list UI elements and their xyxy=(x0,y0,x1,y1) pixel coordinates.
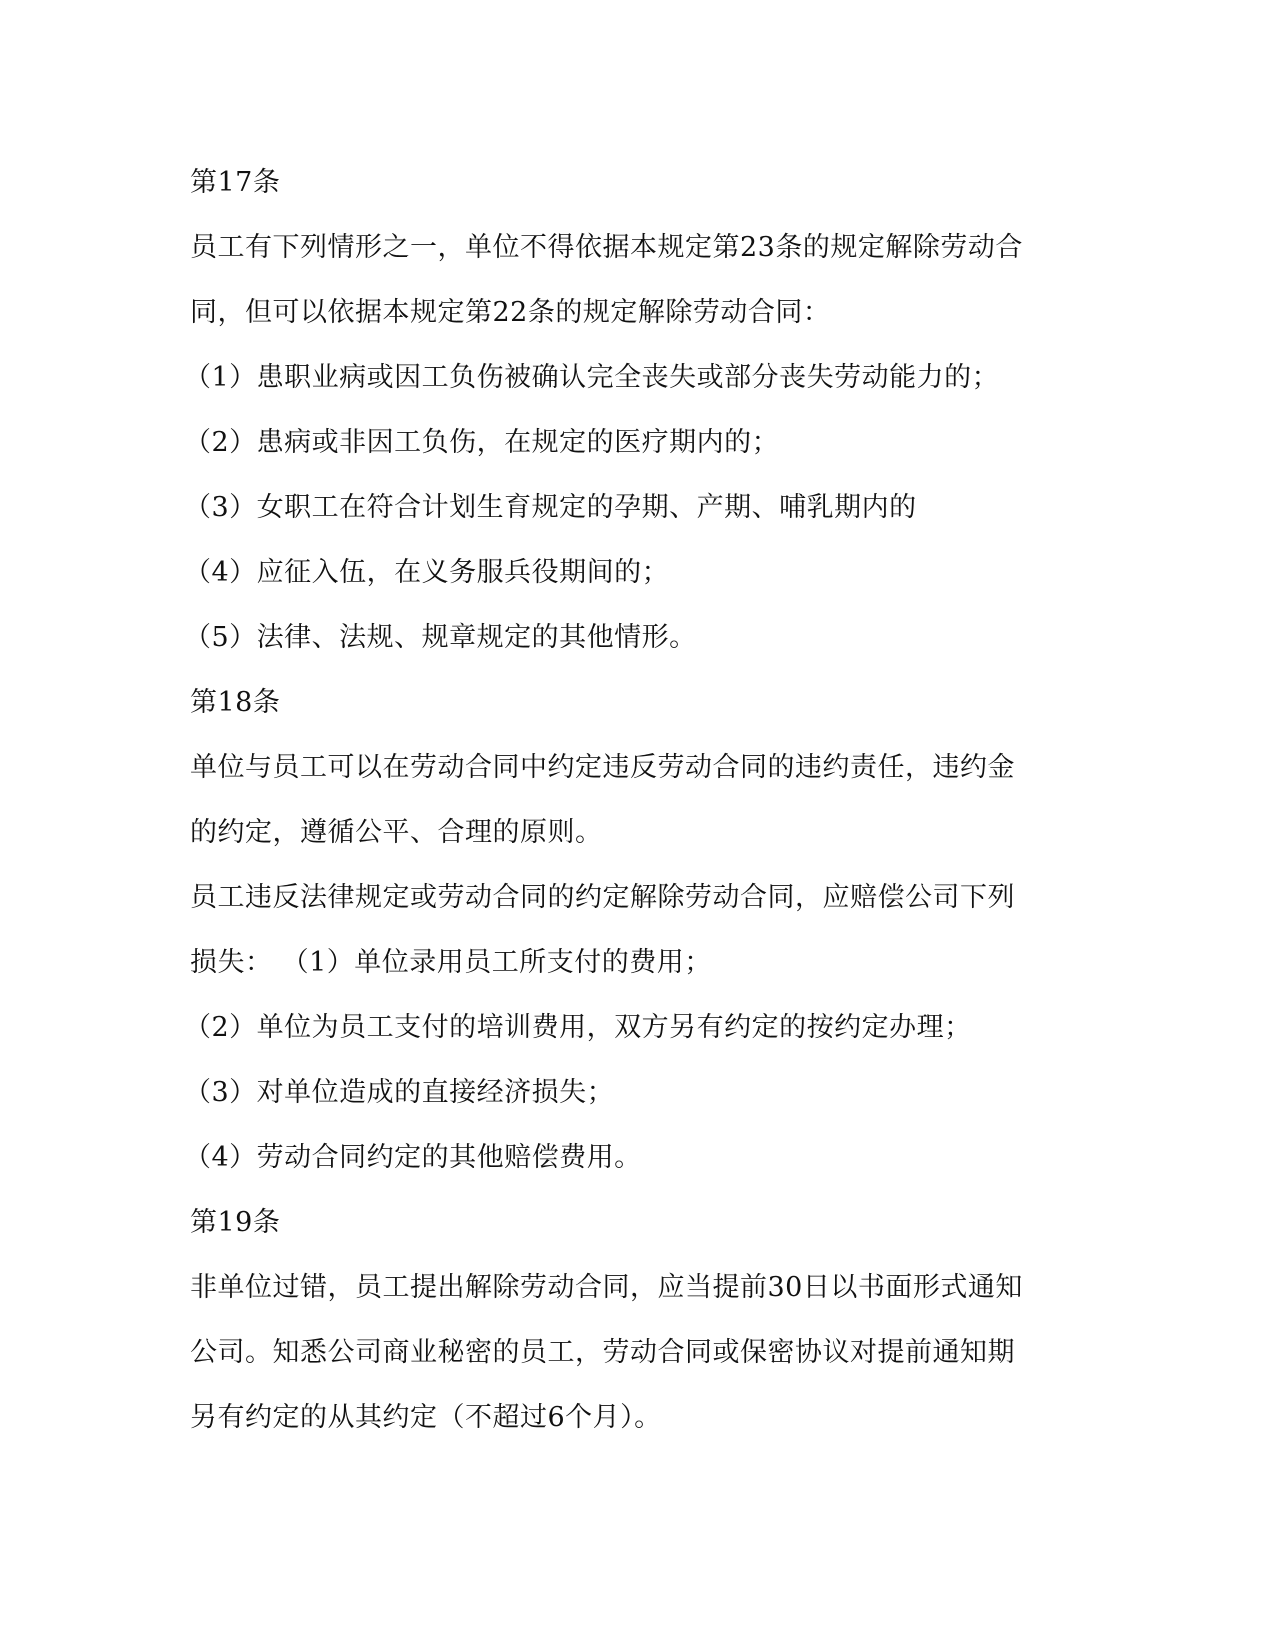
article-17-heading: 第17条 xyxy=(190,167,281,198)
article-18-paragraph-2-line-1: 员工违反法律规定或劳动合同的约定解除劳动合同，应赔偿公司下列 xyxy=(190,882,1015,913)
article-17-item-2: （2）患病或非因工负伤，在规定的医疗期内的； xyxy=(184,427,780,458)
article-19-paragraph-line-3: 另有约定的从其约定（不超过6个月）。 xyxy=(190,1402,662,1433)
article-18-item-4: （4）劳动合同约定的其他赔偿费用。 xyxy=(184,1142,642,1173)
article-17-paragraph-line-1: 员工有下列情形之一，单位不得依据本规定第23条的规定解除劳动合 xyxy=(190,232,1023,263)
article-18-paragraph-1-line-2: 的约定，遵循公平、合理的原则。 xyxy=(190,817,603,848)
article-17-item-4: （4）应征入伍，在义务服兵役期间的； xyxy=(184,557,670,588)
document-page xyxy=(184,150,1090,1450)
article-18-item-3: （3）对单位造成的直接经济损失； xyxy=(184,1077,615,1108)
article-17-item-1: （1）患职业病或因工负伤被确认完全丧失或部分丧失劳动能力的； xyxy=(184,362,1000,393)
article-17-paragraph-line-2: 同，但可以依据本规定第22条的规定解除劳动合同： xyxy=(190,297,831,328)
article-19-heading: 第19条 xyxy=(190,1207,281,1238)
article-18-heading: 第18条 xyxy=(190,687,281,718)
article-19-paragraph-line-1: 非单位过错，员工提出解除劳动合同，应当提前30日以书面形式通知 xyxy=(190,1272,1023,1303)
article-17-item-5: （5）法律、法规、规章规定的其他情形。 xyxy=(184,622,697,653)
article-19-paragraph-line-2: 公司。知悉公司商业秘密的员工，劳动合同或保密协议对提前通知期 xyxy=(190,1337,1015,1368)
article-18-paragraph-1-line-1: 单位与员工可以在劳动合同中约定违反劳动合同的违约责任，违约金 xyxy=(190,752,1015,783)
article-18-item-2: （2）单位为员工支付的培训费用，双方另有约定的按约定办理； xyxy=(184,1012,972,1043)
article-18-paragraph-2-line-2: 损失： （1）单位录用员工所支付的费用； xyxy=(190,947,712,978)
article-17-item-3: （3）女职工在符合计划生育规定的孕期、产期、哺乳期内的 xyxy=(184,492,917,523)
